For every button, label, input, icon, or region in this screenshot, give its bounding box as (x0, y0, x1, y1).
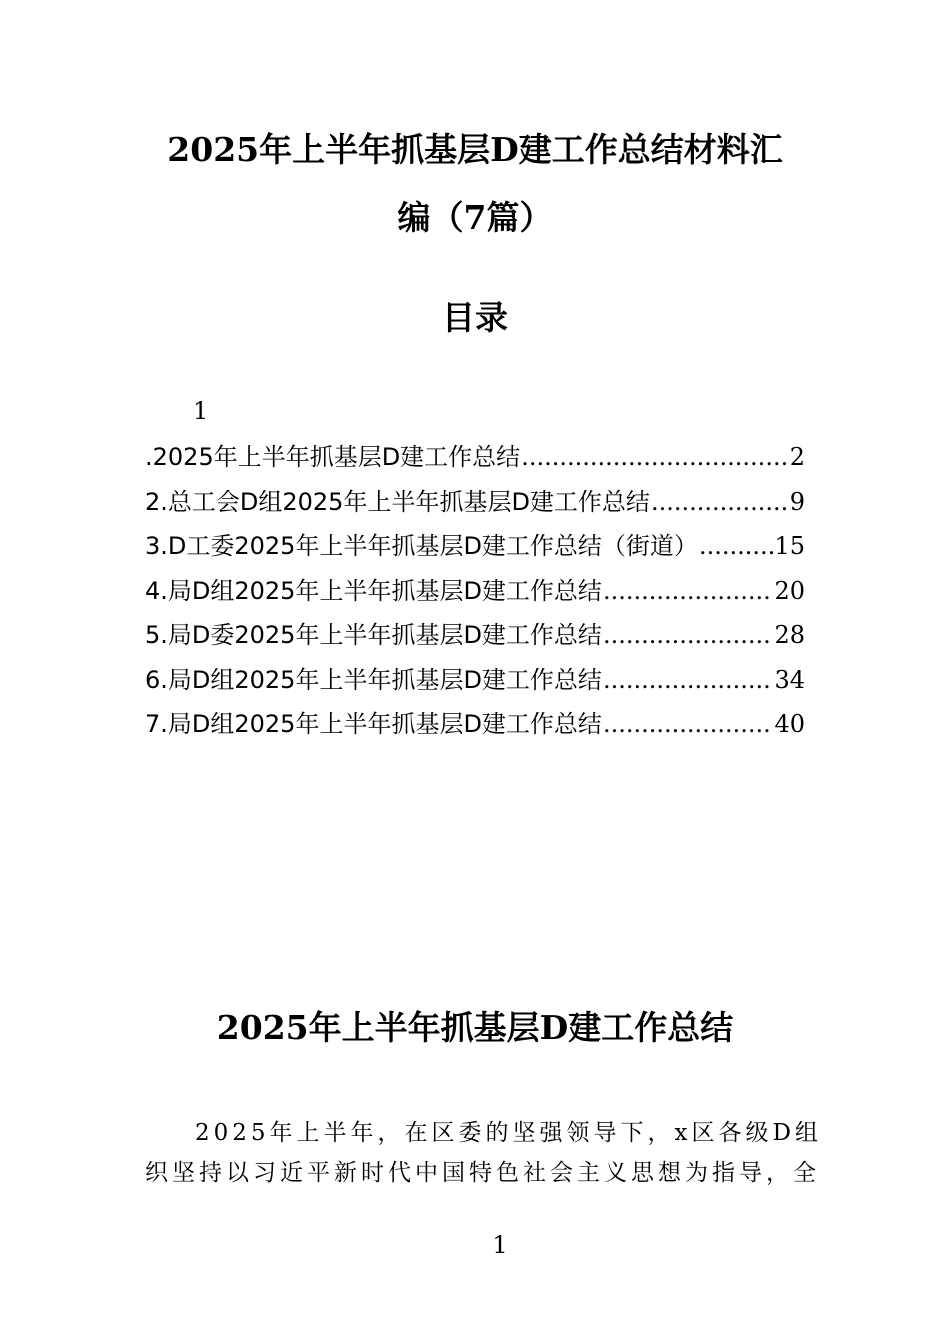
toc-entry-page: 2 (789, 443, 805, 471)
toc-entry-2[interactable] (145, 483, 805, 528)
toc-leader-dots (603, 616, 774, 654)
toc-entry-3[interactable] (145, 527, 805, 572)
toc-entry-page: 40 (774, 710, 805, 738)
document-title-line-1: 2025年上半年抓基层D建工作总结材料汇 (167, 130, 783, 169)
toc-leader-dots (651, 483, 789, 521)
toc-entry-6[interactable] (145, 661, 805, 706)
toc-entry-text: 2.总工会D组2025年上半年抓基层D建工作总结 (145, 487, 650, 516)
toc-entry-5[interactable] (145, 616, 805, 661)
toc-leader-dots (603, 572, 774, 610)
toc-heading: 目录 (442, 298, 508, 337)
page-number: 1 (492, 1231, 508, 1259)
toc-entry-1[interactable] (145, 438, 805, 483)
toc-entry-text: 3.D工委2025年上半年抓基层D建工作总结（街道） (145, 532, 698, 560)
toc-entry-page: 28 (774, 621, 805, 649)
toc-entry-text: .2025年上半年抓基层D建工作总结 (145, 443, 521, 471)
toc-first-number: 1 (193, 397, 209, 425)
toc-entry-page: 34 (774, 665, 805, 694)
toc-leader-dots (521, 438, 789, 476)
document-title-line-2: 编（7篇） (397, 198, 553, 237)
toc-leader-dots (699, 527, 774, 565)
body-paragraph-line-2: 织坚持以习近平新时代中国特色社会主义思想为指导，全 (145, 1160, 820, 1186)
toc-entry-text: 6.局D组2025年上半年抓基层D建工作总结 (145, 665, 602, 694)
toc-leader-dots (603, 661, 774, 699)
table-of-contents (145, 438, 805, 750)
toc-entry-page: 15 (774, 532, 805, 560)
body-paragraph-line-1: 2025年上半年，在区委的坚强领导下，x区各级D组 (195, 1120, 822, 1146)
toc-entry-text: 5.局D委2025年上半年抓基层D建工作总结 (145, 621, 602, 649)
toc-entry-7[interactable] (145, 705, 805, 750)
body-paragraph (145, 1113, 822, 1193)
toc-entry-4[interactable] (145, 572, 805, 617)
section-title: 2025年上半年抓基层D建工作总结 (216, 1008, 734, 1047)
toc-entry-text: 4.局D组2025年上半年抓基层D建工作总结 (145, 576, 602, 605)
toc-entry-text: 7.局D组2025年上半年抓基层D建工作总结 (145, 710, 602, 738)
toc-entry-page: 20 (774, 576, 805, 605)
toc-entry-page: 9 (789, 487, 805, 516)
toc-leader-dots (603, 705, 774, 743)
